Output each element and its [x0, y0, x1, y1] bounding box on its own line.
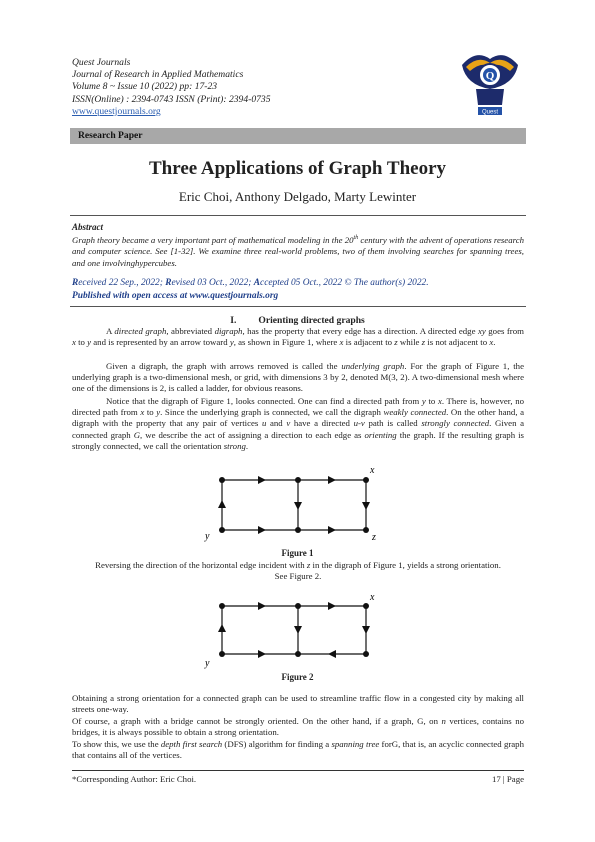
- arrow-down-right: [362, 626, 370, 634]
- figure-2-caption: Figure 2: [281, 672, 314, 682]
- label-x: x: [370, 465, 375, 476]
- journal-info: [72, 57, 271, 118]
- footer-rule: [72, 770, 524, 771]
- paragraph-1: A directed graph, abbreviated digraph, has the property that every edge has a direction. A directed edge xy goes from x to y and is represented by an arrow toward y, as shown in Figure 1, where x is adjacent to z while z is not adjacent to x.: [72, 326, 524, 348]
- journal-volume: Volume 8 ~ Issue 10 (2022) pp: 17-23: [72, 81, 218, 93]
- article-type-label: Research Paper: [78, 130, 143, 141]
- figure-1-digraph: [200, 462, 390, 544]
- arrow-right-top-right: [328, 476, 336, 484]
- paragraph-2: Given a digraph, the graph with arrows removed is called the underlying graph. For the graph of Figure 1, the underlying graph is a two-dimensional mesh, or grid, with dimensions 3 by 2, denoted M(3, 2). A two-dimensional mesh where one of the dimensions is 2, is called a ladder, for obvious reasons.: [72, 361, 524, 394]
- arrow-right-bottom-left: [258, 650, 266, 658]
- abstract-body: Graph theory became a very important part of mathematical modeling in the 20th century with the advent of operations research and computer science. See [1-32]. We examine three real-world problems, two of them involving searches for spanning trees, and one involvinghypercubes.: [72, 234, 524, 268]
- vertex: [295, 477, 301, 483]
- page-number: 17 | Page: [491, 774, 524, 784]
- arrow-right-bottom-left: [258, 526, 266, 534]
- logo-text: Quest: [481, 109, 499, 116]
- arrow-down-right: [362, 502, 370, 510]
- abstract-heading: Abstract: [72, 222, 104, 232]
- vertex: [219, 477, 225, 483]
- figure-1-caption: Figure 1: [281, 548, 314, 558]
- section-heading: I. Orienting directed graphs: [230, 315, 365, 326]
- arrow-right-top-left: [258, 476, 266, 484]
- vertex-z: [363, 527, 369, 533]
- abstract-top-rule: [70, 215, 526, 216]
- quest-journals-logo: [458, 45, 522, 117]
- vertex-x: [363, 477, 369, 483]
- arrow-up-left: [218, 624, 226, 632]
- arrow-down-middle: [294, 626, 302, 634]
- journal-title: Journal of Research in Applied Mathematics: [72, 69, 244, 81]
- svg-text:Q: Q: [485, 70, 495, 82]
- journal-issn: ISSN(Online) : 2394-0743 ISSN (Print): 2394-0735: [72, 93, 271, 105]
- paper-authors: Eric Choi, Anthony Delgado, Marty Lewinter: [178, 189, 417, 204]
- arrow-right-bottom-right: [328, 526, 336, 534]
- journal-url-link[interactable]: www.questjournals.org: [72, 105, 161, 117]
- label-z: z: [372, 532, 376, 543]
- published-url[interactable]: www.questjournals.org: [189, 291, 279, 301]
- label-y: y: [205, 531, 210, 542]
- arrow-down-middle: [294, 502, 302, 510]
- label-y: y: [205, 658, 210, 669]
- arrow-up-left: [218, 500, 226, 508]
- abstract-bottom-rule: [70, 306, 526, 307]
- corresponding-author: *Corresponding Author: Eric Choi.: [72, 774, 197, 784]
- journal-name: Quest Journals: [72, 57, 131, 68]
- paragraph-3: Notice that the digraph of Figure 1, looks connected. One can find a directed path from y to x. There is, however, no directed path from x to y. Since the underlying graph is connected, we call the digraph weakly connected. On the other hand, a digraph with the property that any pair of vertices u and v have a directed u-v path is called strongly connected. Given a connected graph G, we describe the act of assigning a direction to each edge as orienting the graph. If the resulting graph is strongly connected, we call the orientation strong.: [72, 396, 525, 451]
- paragraph-6: To show this, we use the depth first search (DFS) algorithm for finding a spanning tree forG, that is, an acyclic connected graph that contains all of the vertices.: [72, 739, 524, 761]
- article-dates: Received 22 Sep., 2022; Revised 03 Oct., 2022; Accepted 05 Oct., 2022 © The author(s) 2022. Published with open access at www.questjournals.org: [72, 278, 429, 301]
- paragraph-5: Of course, a graph with a bridge cannot be strongly oriented. On the other hand, if a graph, G, on n vertices, contains no bridges, it is always possible to obtain a strong orientation.: [72, 716, 524, 738]
- arrow-right-top-right: [328, 602, 336, 610]
- label-x: x: [370, 592, 375, 603]
- paper-title: Three Applications of Graph Theory: [149, 158, 446, 179]
- article-type-banner: [70, 128, 526, 144]
- reversing-text: Reversing the direction of the horizontal edge incident with z in the digraph of Figure 1, yields a strong orientation. See Figure 2.: [95, 560, 501, 582]
- paragraph-4: Obtaining a strong orientation for a connected graph can be used to streamline traffic flow in a congested city by making all streets one-way.: [72, 693, 524, 715]
- vertex: [295, 527, 301, 533]
- vertex-y: [219, 527, 225, 533]
- figure-2-digraph: [200, 588, 390, 670]
- published-text: Published with open access at: [72, 291, 190, 301]
- arrow-left-bottom-right: [328, 650, 336, 658]
- arrow-right-top-left: [258, 602, 266, 610]
